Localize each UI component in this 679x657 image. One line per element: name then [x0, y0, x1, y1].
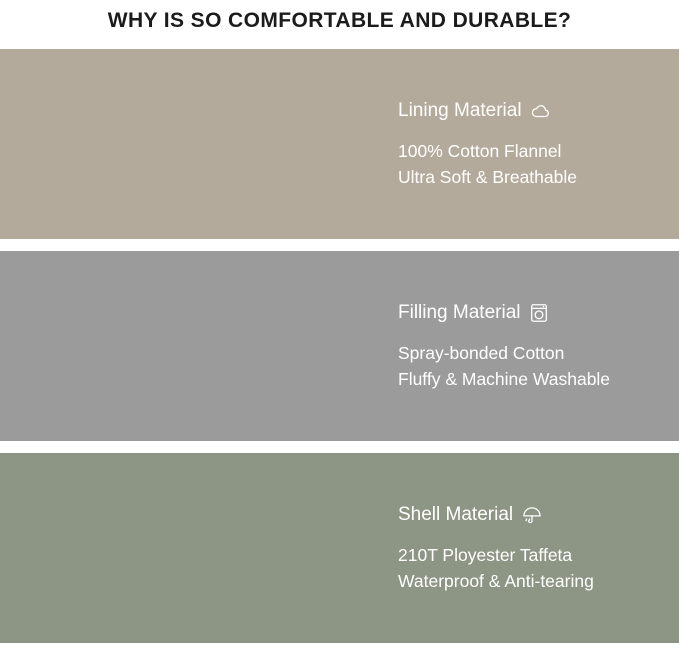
page-title: WHY IS SO COMFORTABLE AND DURABLE?: [107, 9, 572, 32]
shell-material-title: Shell Material: [398, 504, 514, 525]
lining-material-title-row: [398, 98, 679, 124]
shell-material-line-1: 210T Ployester Taffeta: [398, 545, 573, 565]
lining-material-line-2: Ultra Soft & Breathable: [398, 167, 577, 187]
umbrella-rain-icon: [521, 504, 543, 526]
lining-material-photo: [0, 49, 352, 239]
lining-material-line-1: 100% Cotton Flannel: [398, 141, 562, 161]
washing-machine-icon: [528, 302, 550, 324]
lining-material-text: [352, 49, 679, 239]
filling-material-title-row: [398, 300, 679, 326]
section-lining-material: [0, 49, 679, 239]
filling-material-photo: [0, 251, 352, 441]
shell-material-title-row: [398, 502, 679, 528]
shell-material-text: [352, 453, 679, 643]
filling-material-line-1: Spray-bonded Cotton: [398, 343, 565, 363]
filling-material-text: [352, 251, 679, 441]
cloud-icon: [530, 100, 552, 122]
section-filling-material: [0, 251, 679, 441]
shell-material-line-2: Waterproof & Anti-tearing: [398, 571, 594, 591]
shell-material-photo: [0, 453, 352, 643]
material-sections: [0, 49, 679, 643]
section-shell-material: [0, 453, 679, 643]
lining-material-title: Lining Material: [398, 100, 522, 121]
filling-material-line-2: Fluffy & Machine Washable: [398, 369, 611, 389]
filling-material-title: Filling Material: [398, 302, 521, 323]
